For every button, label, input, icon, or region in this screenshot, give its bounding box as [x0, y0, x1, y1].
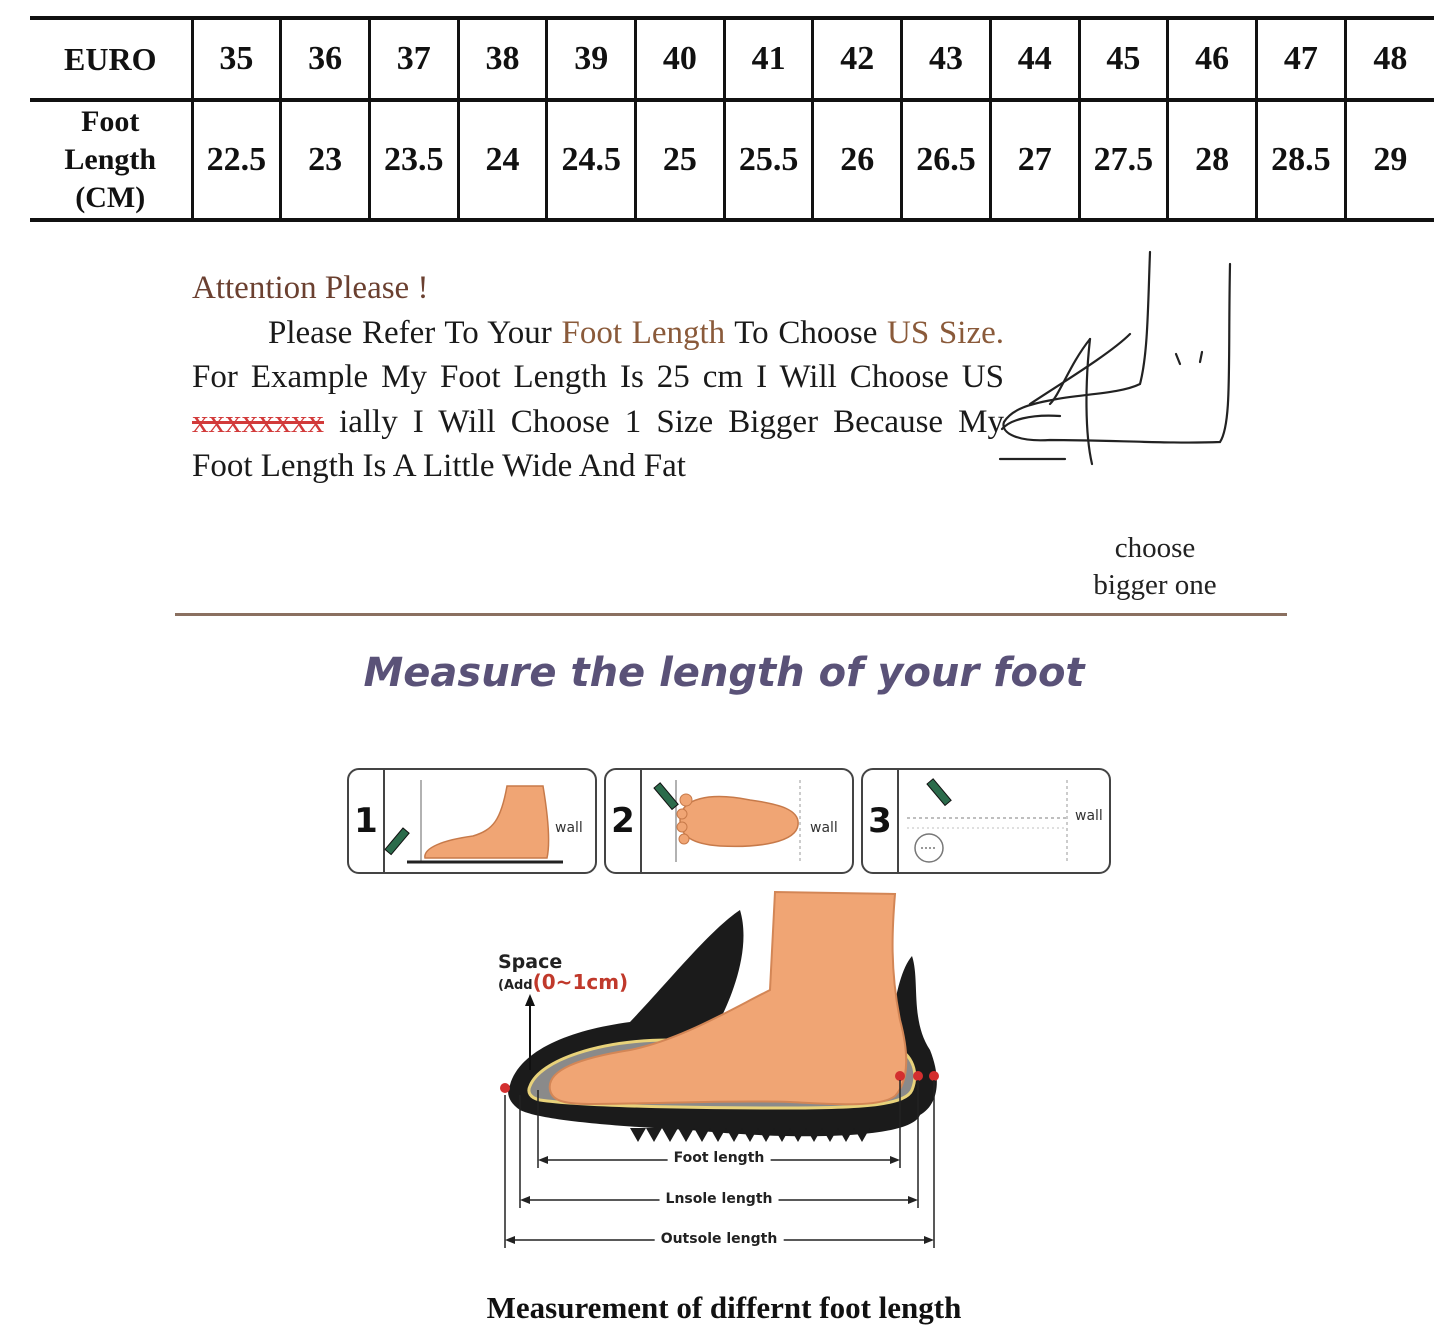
section-divider	[175, 613, 1287, 616]
foot-sketch-illustration	[990, 244, 1250, 484]
step-number: 2	[606, 770, 642, 872]
euro-header-cell: EURO	[30, 18, 192, 100]
attention-note	[192, 266, 1004, 489]
euro-size-cell: 37	[369, 18, 458, 100]
foot-length-header-line: Length	[64, 143, 157, 176]
foot-length-cell: 29	[1345, 100, 1434, 220]
choose-note-line: choose	[1114, 532, 1196, 564]
step-number: 3	[863, 770, 899, 872]
foot-length-header-cell	[30, 100, 192, 220]
foot-length-cell: 23	[281, 100, 370, 220]
attention-highlight-foot-length: Foot Length	[561, 314, 726, 351]
step-1-panel	[347, 768, 597, 874]
foot-length-cell: 24.5	[547, 100, 636, 220]
euro-size-cell: 47	[1256, 18, 1345, 100]
space-allowance-label	[498, 952, 628, 996]
euro-size-cell: 40	[636, 18, 725, 100]
foot-length-cell: 28.5	[1256, 100, 1345, 220]
attention-text: For Example My Foot Length Is 25 cm I Will Choose US	[192, 359, 1004, 395]
foot-length-row	[30, 100, 1434, 220]
euro-size-cell: 42	[813, 18, 902, 100]
choose-bigger-note	[1070, 530, 1240, 604]
space-label-title: Space	[498, 951, 563, 973]
foot-length-dimension-label: Foot length	[668, 1150, 771, 1166]
attention-title: Attention Please !	[192, 270, 429, 306]
foot-length-cell: 26	[813, 100, 902, 220]
step-2-panel	[604, 768, 854, 874]
foot-length-cell: 25	[636, 100, 725, 220]
euro-size-cell: 48	[1345, 18, 1434, 100]
euro-size-cell: 41	[724, 18, 813, 100]
euro-size-cell: 45	[1079, 18, 1168, 100]
foot-length-header-line: (CM)	[75, 181, 146, 214]
foot-length-cell: 27.5	[1079, 100, 1168, 220]
euro-size-cell: 35	[192, 18, 281, 100]
euro-size-cell: 43	[902, 18, 991, 100]
attention-highlight-us-size: US Size.	[887, 314, 1005, 351]
attention-paragraph	[192, 311, 1004, 489]
euro-size-row	[30, 18, 1434, 100]
size-chart-table	[30, 16, 1434, 222]
foot-length-cell: 24	[458, 100, 547, 220]
attention-text: To Choose	[725, 314, 888, 351]
euro-size-cell: 46	[1168, 18, 1257, 100]
foot-length-cell: 25.5	[724, 100, 813, 220]
foot-length-cell: 23.5	[369, 100, 458, 220]
euro-size-cell: 39	[547, 18, 636, 100]
wall-label: wall	[1075, 808, 1103, 824]
foot-length-cell: 27	[990, 100, 1079, 220]
foot-length-header-line: Foot	[81, 105, 140, 138]
step-number: 1	[349, 770, 385, 872]
insole-length-dimension-label: Lnsole length	[660, 1191, 779, 1207]
euro-size-cell: 44	[990, 18, 1079, 100]
wall-label: wall	[810, 820, 838, 836]
outsole-length-dimension-label: Outsole length	[655, 1231, 784, 1247]
attention-text: Please Refer To Your	[268, 314, 562, 351]
measure-section-title: Measure the length of your foot	[363, 650, 1085, 696]
wall-label: wall	[555, 820, 583, 836]
foot-length-cell: 28	[1168, 100, 1257, 220]
step-3-panel	[861, 768, 1111, 874]
euro-size-cell: 38	[458, 18, 547, 100]
diagram-caption: Measurement of differnt foot length	[486, 1290, 962, 1325]
choose-note-line: bigger one	[1093, 569, 1217, 601]
foot-length-cell: 26.5	[902, 100, 991, 220]
attention-struck-text: xxxxxxxx	[192, 403, 324, 440]
euro-size-cell: 36	[281, 18, 370, 100]
space-add-value: (0~1cm)	[532, 970, 629, 994]
foot-length-cell: 22.5	[192, 100, 281, 220]
space-add-prefix: (Add	[498, 978, 533, 993]
attention-text: ially I Will Choose 1 Size Bigger Because My Foot Length Is A Little Wide And Fat	[192, 403, 1004, 484]
